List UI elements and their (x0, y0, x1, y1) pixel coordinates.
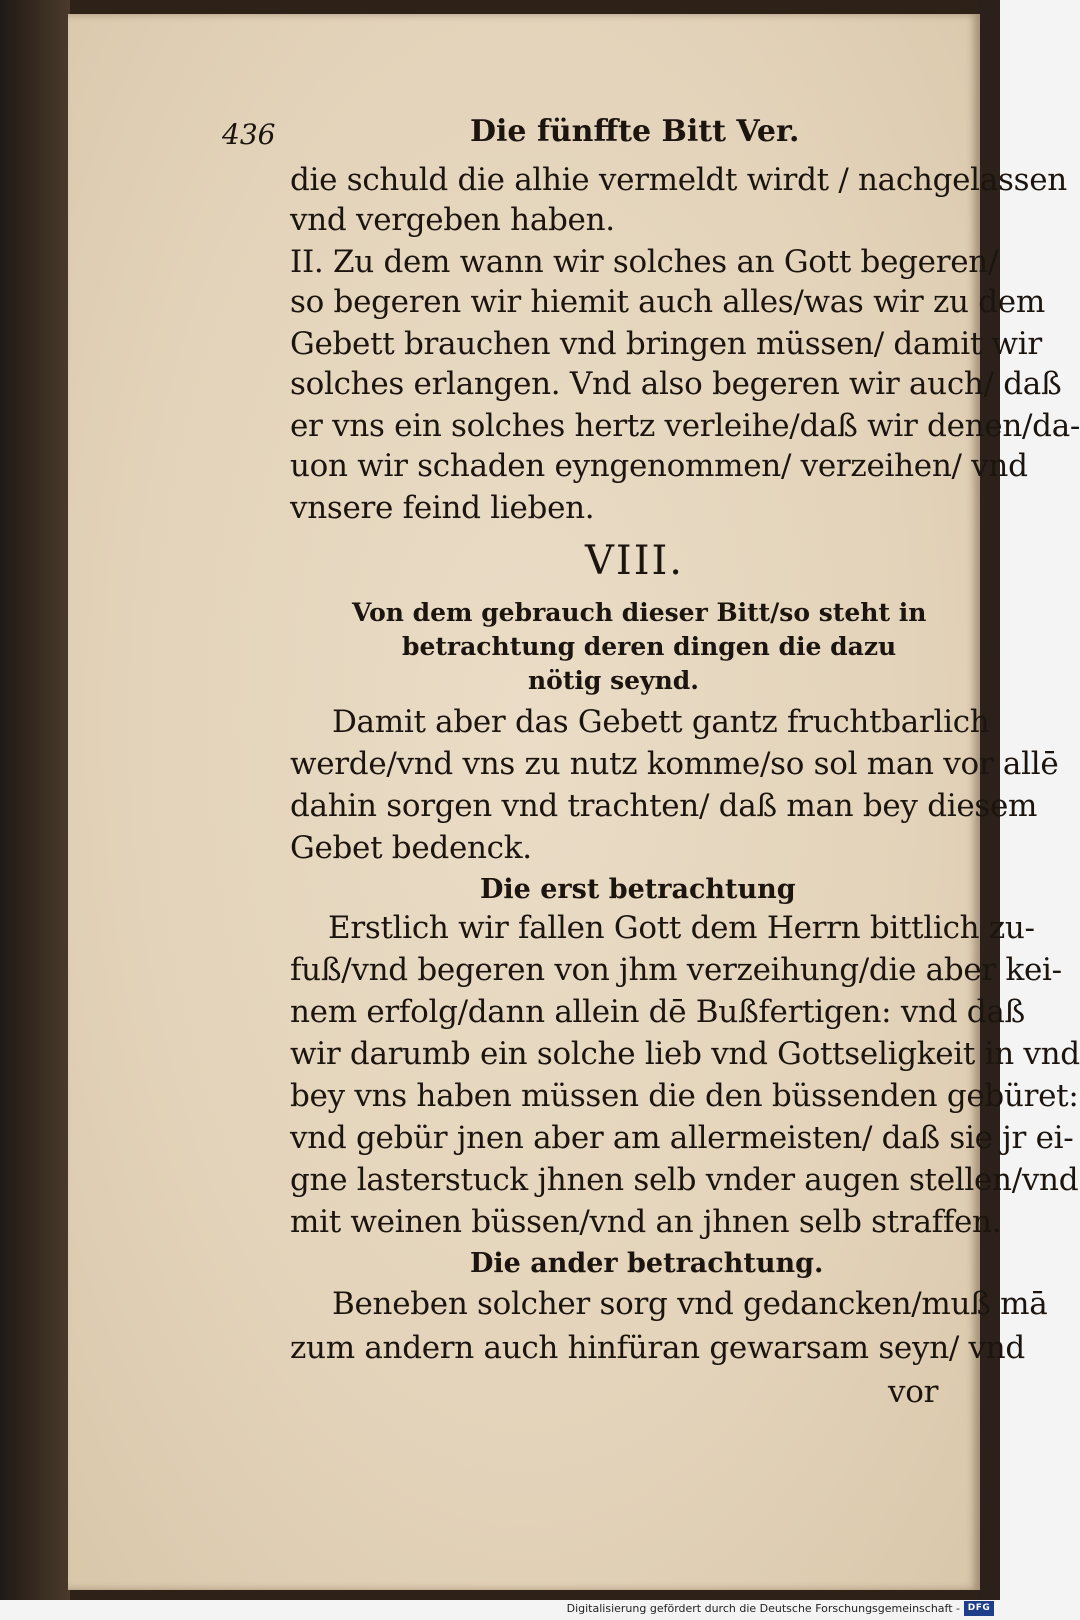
text-line: Damit aber das Gebett gantz fruchtbarlich (332, 704, 990, 740)
text-line: so begeren wir hiemit auch alles/was wir zu dem (290, 284, 1045, 320)
footer-credit: Digitalisierung gefördert durch die Deutsche Forschungsgemeinschaft - (566, 1602, 960, 1615)
section-number: VIII. (585, 538, 685, 584)
text-line: vnsere feind lieben. (290, 490, 595, 526)
text-line: er vns ein solches hertz verleihe/daß wir denen/da- (290, 408, 1080, 444)
text-line: II. Zu dem wann wir solches an Gott begeren/ (290, 244, 999, 280)
text-line: nem erfolg/dann allein dē Bußfertigen: vnd daß (290, 994, 1025, 1030)
text-line: uon wir schaden eyngenommen/ verzeihen/ vnd (290, 448, 1028, 484)
subheading: Die erst betrachtung (480, 874, 796, 905)
catchword: vor (888, 1374, 939, 1410)
running-head: Die fünffte Bitt Ver. (470, 114, 800, 149)
text-line: Gebett brauchen vnd bringen müssen/ damit wir (290, 326, 1042, 362)
book-binding-edge (0, 0, 70, 1600)
text-line: vnd gebür jnen aber am allermeisten/ daß sie jr ei- (290, 1120, 1074, 1156)
text-line: solches erlangen. Vnd also begeren wir auch/ daß (290, 366, 1062, 402)
text-line: wir darumb ein solche lieb vnd Gottseligkeit in vnd (290, 1036, 1080, 1072)
text-line: bey vns haben müssen die den büssenden gebüret: (290, 1078, 1079, 1114)
text-line: die schuld die alhie vermeldt wirdt / nachgelassen (290, 162, 1067, 198)
section-title-line: nötig seynd. (528, 666, 699, 695)
dfg-logo: DFG (964, 1601, 994, 1616)
text-line: Erstlich wir fallen Gott dem Herrn bittlich zu- (328, 910, 1035, 946)
text-line: mit weinen büssen/vnd an jhnen selb straffen. (290, 1204, 1002, 1240)
text-line: Gebet bedenck. (290, 830, 532, 866)
text-line: fuß/vnd begeren von jhm verzeihung/die aber kei- (290, 952, 1062, 988)
text-line: Beneben solcher sorg vnd gedancken/muß mā (332, 1286, 1048, 1322)
text-line: vnd vergeben haben. (290, 202, 615, 238)
text-line: dahin sorgen vnd trachten/ daß man bey diesem (290, 788, 1038, 824)
text-line: zum andern auch hinfüran gewarsam seyn/ vnd (290, 1330, 1025, 1366)
page-number: 436 (222, 118, 276, 151)
subheading: Die ander betrachtung. (470, 1248, 824, 1279)
text-line: werde/vnd vns zu nutz komme/so sol man vor allē (290, 746, 1059, 782)
section-title-line: betrachtung deren dingen die dazu (402, 632, 897, 661)
text-line: gne lasterstuck jhnen selb vnder augen stellen/vnd (290, 1162, 1079, 1198)
section-title-line: Von dem gebrauch dieser Bitt/so steht in (352, 598, 927, 627)
